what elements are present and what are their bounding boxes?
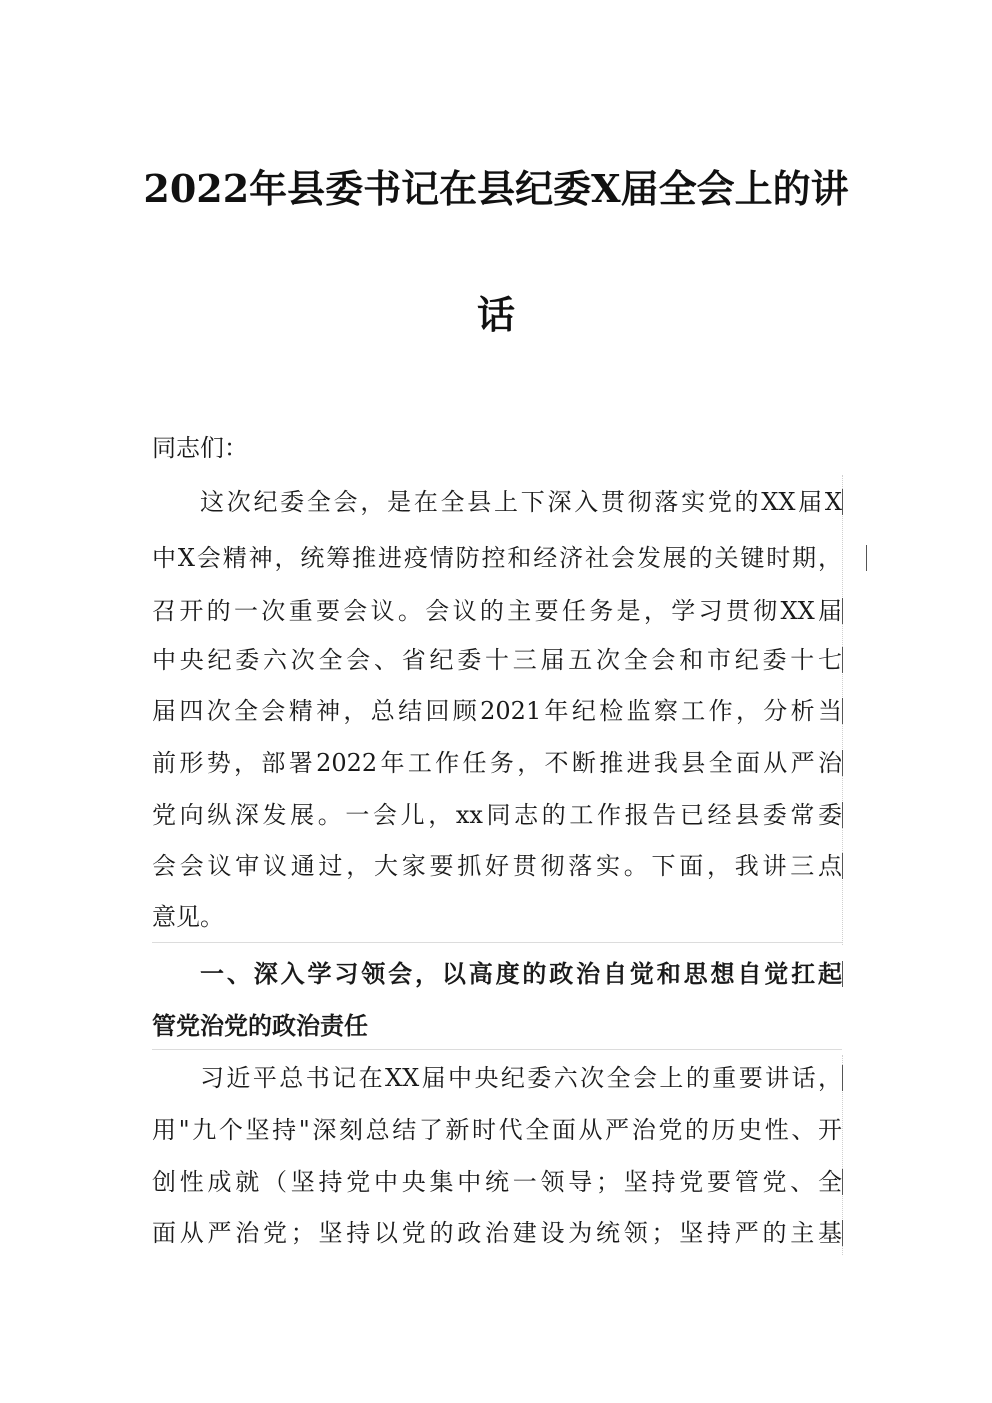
paragraph2-line: 面从严治党；坚持以党的政治建设为统领；坚持严的主基 xyxy=(152,1219,842,1247)
paragraph1-line: 意见。 xyxy=(152,903,224,931)
paragraph1-line: 前形势，部署2022年工作任务，不断推进我县全面从严治 xyxy=(152,749,842,777)
paragraph2-line: 创性成就（坚持党中央集中统一领导；坚持党要管党、全 xyxy=(152,1168,842,1196)
paragraph2-line: 用"九个坚持"深刻总结了新时代全面从严治党的历史性、开 xyxy=(152,1116,842,1144)
section-rule xyxy=(152,942,842,943)
line-end-marker xyxy=(842,961,843,987)
section-heading-line: 管党治党的政治责任 xyxy=(152,1012,368,1040)
paragraph1-line: 中央纪委六次全会、省纪委十三届五次全会和市纪委十七 xyxy=(152,646,842,674)
line-end-marker xyxy=(842,1065,843,1091)
line-end-marker xyxy=(842,698,843,724)
document-title-line-1: 2022年县委书记在县纪委X届全会上的讲 xyxy=(143,166,849,211)
paragraph1-line: 中X会精神，统筹推进疫情防控和经济社会发展的关键时期， xyxy=(152,544,842,572)
salutation: 同志们： xyxy=(152,434,248,462)
section-rule xyxy=(152,1049,842,1050)
line-end-marker xyxy=(842,489,843,515)
paragraph1-line: 党向纵深发展。一会儿，xx同志的工作报告已经县委常委 xyxy=(152,801,842,829)
line-end-marker xyxy=(842,1169,843,1195)
paragraph1-line: 会会议审议通过，大家要抓好贯彻落实。下面，我讲三点 xyxy=(152,852,842,880)
line-end-marker xyxy=(842,853,843,879)
line-end-marker xyxy=(842,1220,843,1246)
document-title-line-2: 话 xyxy=(476,292,515,337)
line-end-marker xyxy=(842,647,843,673)
line-end-marker xyxy=(842,802,843,828)
paragraph2-line: 习近平总书记在XX届中央纪委六次全会上的重要讲话， xyxy=(200,1064,842,1092)
paragraph1-line: 召开的一次重要会议。会议的主要任务是，学习贯彻XX届 xyxy=(152,597,842,625)
paragraph1-line: 这次纪委全会，是在全县上下深入贯彻落实党的XX届X xyxy=(200,488,842,516)
line-end-marker xyxy=(842,598,843,624)
line-end-marker xyxy=(866,545,867,571)
paragraph1-line: 届四次全会精神，总结回顾2021年纪检监察工作，分析当 xyxy=(152,697,842,725)
section-heading-line: 一、深入学习领会，以高度的政治自觉和思想自觉扛起 xyxy=(200,960,842,988)
line-end-marker xyxy=(842,750,843,776)
